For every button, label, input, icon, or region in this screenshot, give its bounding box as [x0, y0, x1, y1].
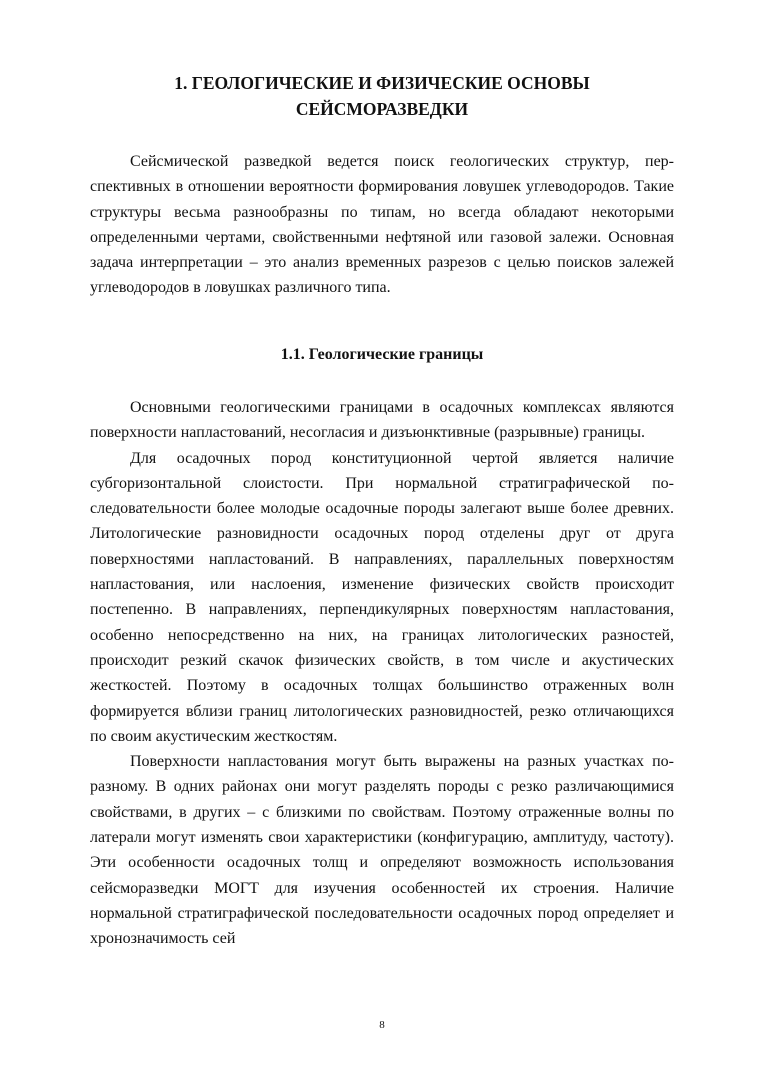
page-number: 8	[379, 1019, 385, 1031]
chapter-title-line-1: 1. ГЕОЛОГИЧЕСКИЕ И ФИЗИЧЕСКИЕ ОСНОВЫ	[174, 73, 590, 93]
section-heading: 1.1. Геологические границы	[280, 346, 484, 363]
section-body	[90, 395, 674, 952]
body-paragraph-1: Основными геологическими границами в осадочных комплексах являются поверхности напластований, несогласия и дизъюнктивные (разрывные) границы.	[90, 399, 674, 442]
body-paragraph-3: Поверхности напластования могут быть выражены на разных участках по-разному. В одних районах они могут разделять породы с резко различающимися свойствами, в других – с близкими по свойствам. Поэтому отраженные волны по латерали могут изменять свои характеристики (конфигурацию, амплитуду, частоту). Эти особенности осадочных толщ и определяют возможность использования сейсморазведки МОГТ для изучения особенностей их строения. Наличие нормальной стратиграфической последовательности осадочных пород определяет и хронозначимость сей	[90, 753, 674, 948]
body-paragraph-2: Для осадочных пород конституционной чертой является наличие субгоризонтальной слоистости. При нормальной стратиграфической последовательности более молодые осадочные породы залегают выше более древних. Литологические разновидности осадочных пород отделены друг от друга поверхностями напластований. В направлениях, параллельных поверхностям напластования, или наслоения, изменение физических свойств происходит постепенно. В направлениях, перпендикулярных поверхностям напластования, особенно непосредственно на них, на границах литологических разностей, происходит резкий скачок физических свойств, в том числе и акустических жесткостей. Поэтому в осадочных толщах большинство отраженных волн формируется вблизи границ литологических разновидностей, резко отличающихся по своим акустическим жесткостям.	[90, 449, 674, 745]
chapter-title	[90, 70, 674, 122]
intro-text	[90, 149, 674, 301]
intro-paragraph: Сейсмической разведкой ведется поиск геологических структур, перспективных в отношении вероятности формирования ловушек углеводородов. Такие структуры весьма разнообразны по типам, но всегда обладают некоторыми определенными чертами, свойственными нефтяной или газовой залежи. Основная задача интерпретации – это анализ временных разрезов с целью поисков залежей углеводородов в ловушках различного типа.	[90, 153, 674, 297]
chapter-title-line-2: СЕЙСМОРАЗВЕДКИ	[295, 99, 469, 119]
